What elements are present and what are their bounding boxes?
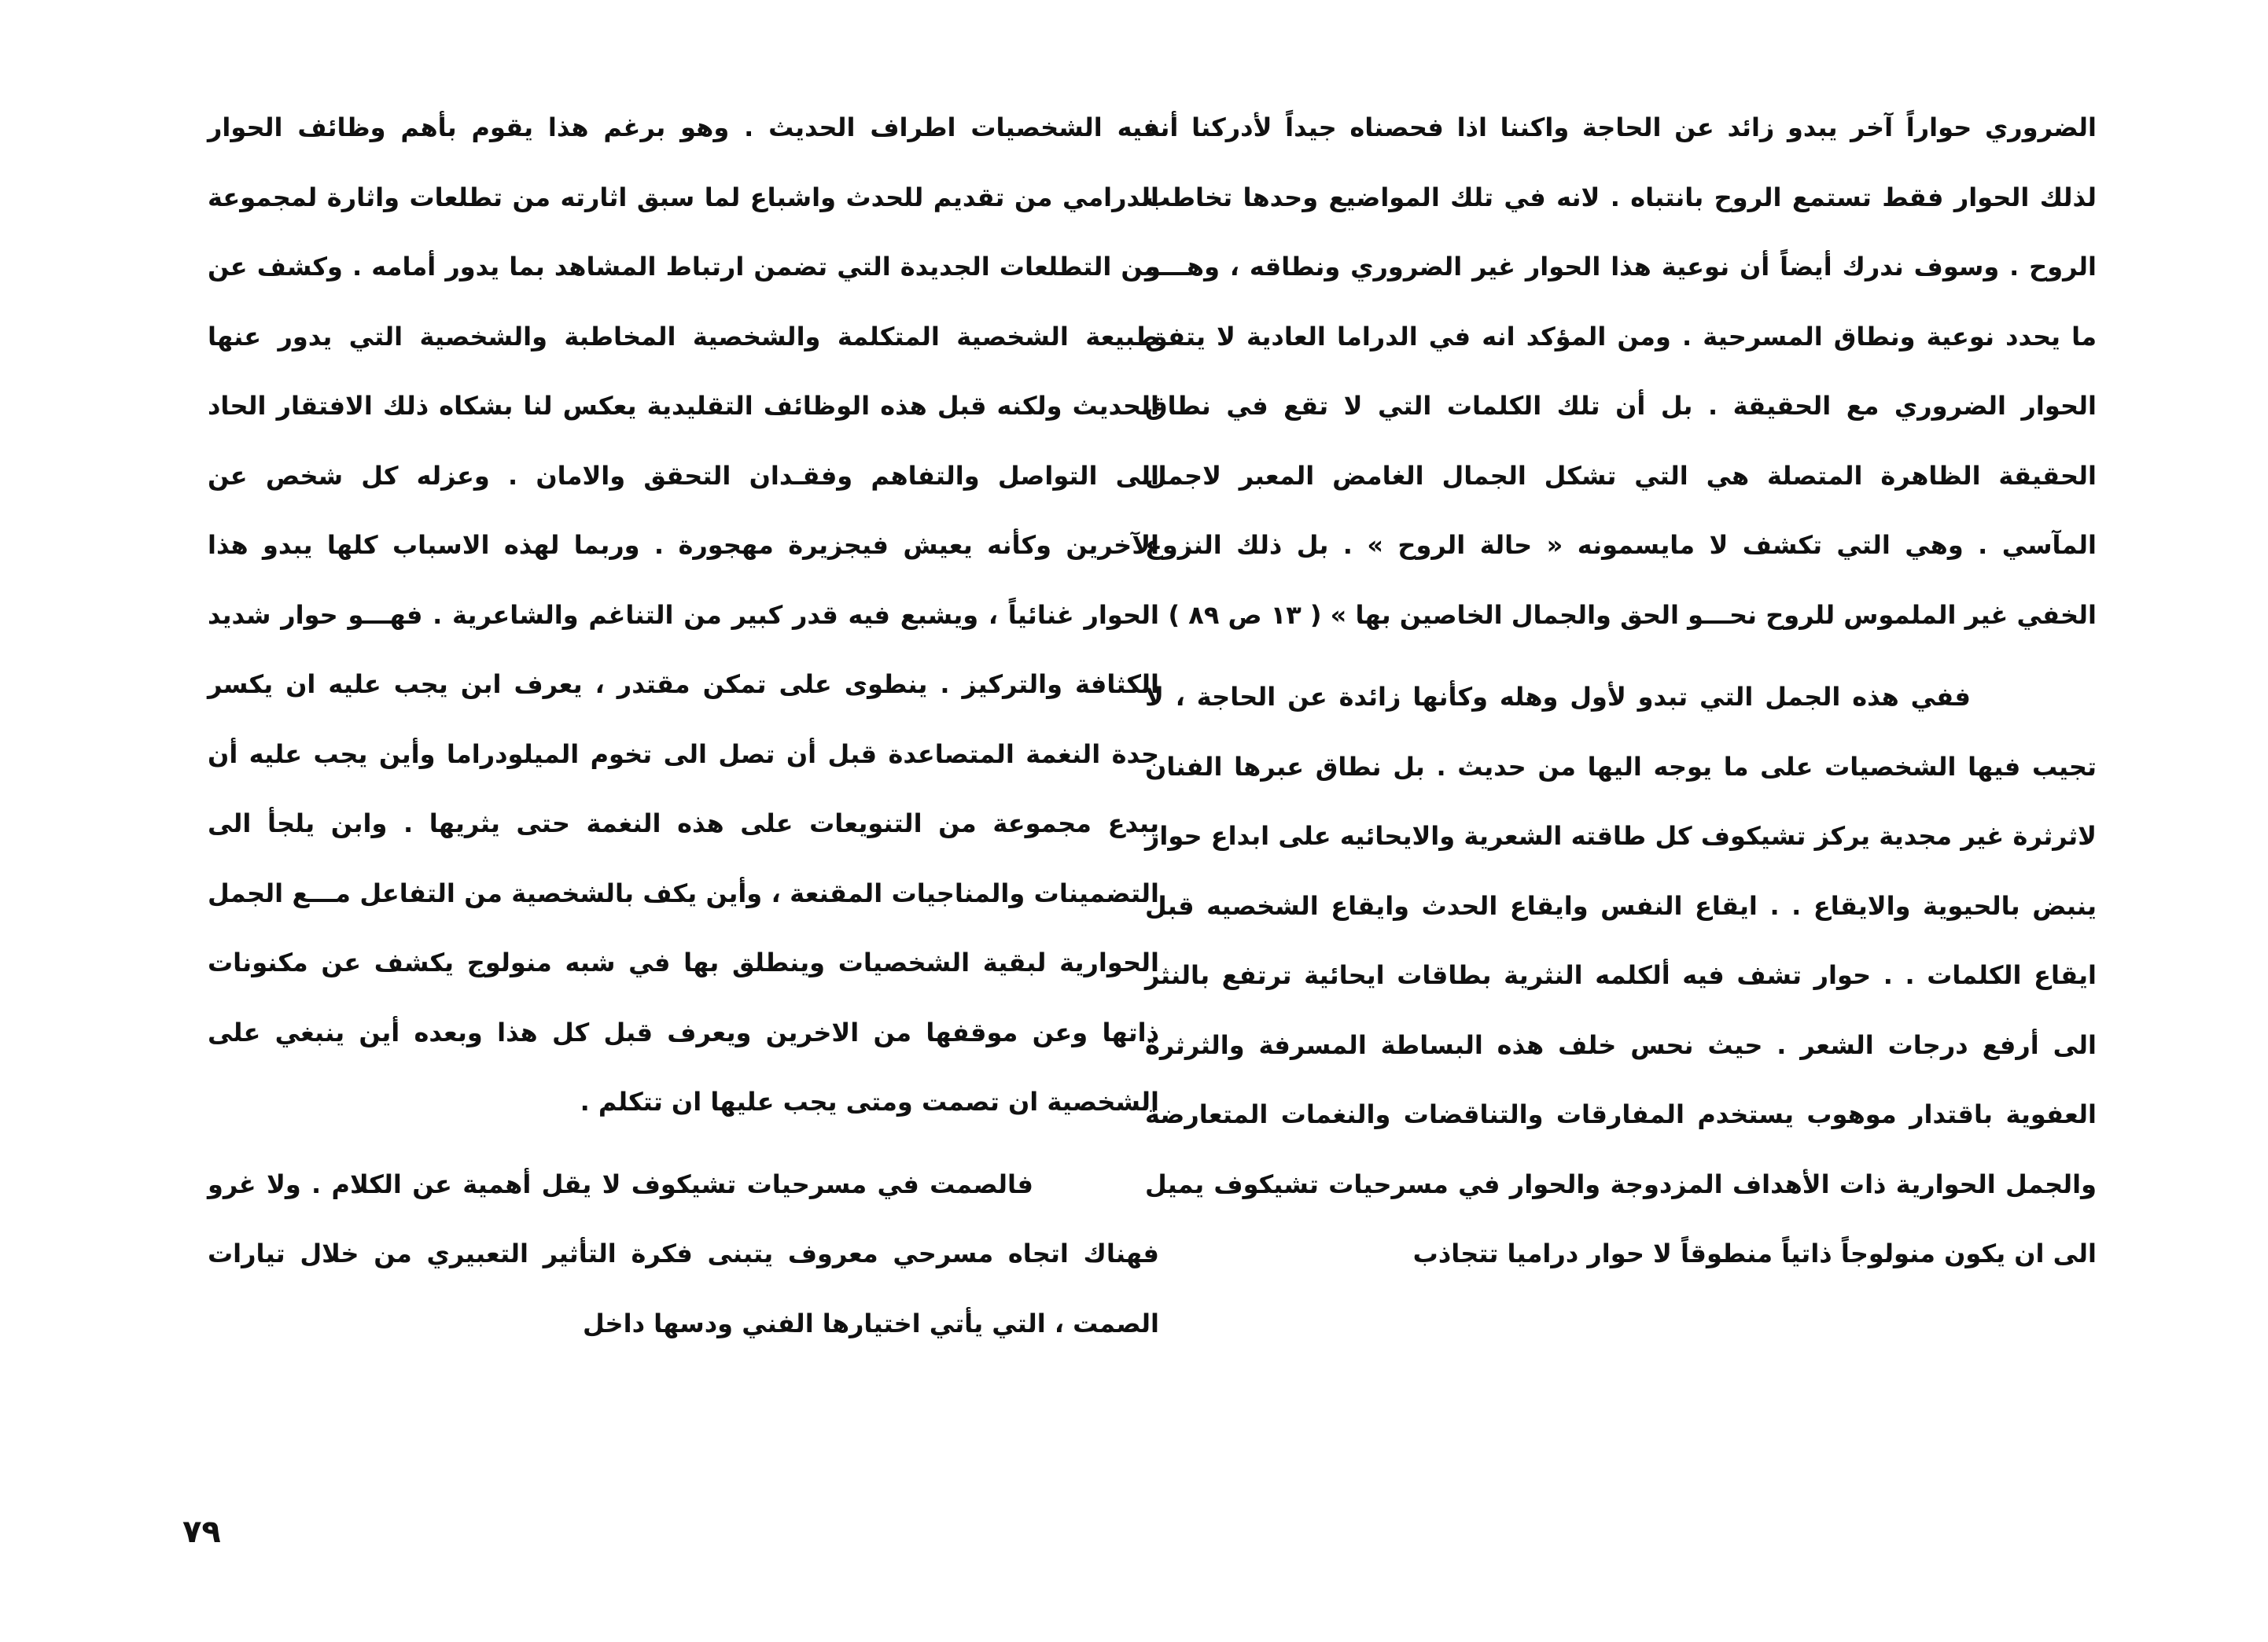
right-paragraph-1: الضروري حواراً آخر يبدو زائد عن الحاجة واكننا اذا فحصناه جيداً لأدركنا أنه لذلك الحوار فقط تستمع الروح بانتباه . لانه في تلك المواضيع وحدها تخاطب الروح . وسوف ندرك أيضاً أن نوعية هذا الحوار غير الضروري ونطاقه ، وهـــو ما يحدد نوعية ونطاق المسرحية . ومن المؤكد انه في الدراما العادية لا يتفق الحوار الضروري مع الحقيقة . بل أن تلك الكلمات التي لا تقع في نطاق الحقيقة الظاهرة المتصلة هي التي تشكل الجمال الغامض المعبر لاجمل المآسي . وهي التي تكشف لا مايسمونه « حالة الروح » . بل ذلك النزوع الخفي غير الملموس للروح نحـــو الحق والجمال الخاصين بها » ( ١٣ ص ٨٩ ) . xyxy=(1145,112,2097,630)
left-paragraph-1: فيه الشخصيات اطراف الحديث . وهو برغم هذا يقوم بأهم وظائف الحوار الدرامي من تقديم للحدث واشباع لما سبق اثارته من تطلعات واثارة لمجموعة من التطلعات الجديدة التي تضمن ارتباط المشاهد بما يدور أمامه . وكشف عن طبيعة الشخصية المتكلمة والشخصية المخاطبة والشخصية التي يدور عنها الحديث ولكنه قبل هذه الوظائف التقليدية يعكس لنا بشكاه ذلك الافتقار الحاد الى التواصل والتفاهم وفقـدان التحقق والامان . وعزله كل شخص عن الآخرين وكأنه يعيش فيجزيرة مهجورة . وربما لهذه الاسباب كلها يبدو هذا الحوار غنائياً ، ويشبع فيه قدر كبير من التناغم والشاعرية . فهـــو حوار شديد الكثافة والتركيز . ينطوى على تمكن مقتدر ، يعرف ابن يجب عليه ان يكسر حدة النغمة المتصاعدة قبل أن تصل الى تخوم الميلودراما وأين يجب عليه أن يبدع مجموعة من التنويعات على هذه النغمة حتى يثريها . وابن يلجأ الى التضمينات والمناجيات المقنعة ، وأين يكف بالشخصية من التفاعل مـــع الجمل الحوارية لبقية الشخصيات وينطلق بها في شبه منولوج يكشف عن مكنونات ذاتها وعن موقفها من الاخرين ويعرف قبل كل هذا وبعده أين ينبغي على الشخصية ان تصمت ومتى يجب عليها ان تتكلم . xyxy=(208,112,1159,1117)
left-paragraph-2: فالصمت في مسرحيات تشيكوف لا يقل أهمية عن الكلام . ولا غرو فهناك اتجاه مسرحي معروف يتبنى فكرة التأثير التعبيري من خلال تيارات الصمت ، التي يأتي اختيارها الفني ودسها داخل xyxy=(208,1169,1159,1338)
left-page-text xyxy=(208,93,1159,1358)
right-paragraph-2: ففي هذه الجمل التي تبدو لأول وهله وكأنها زائدة عن الحاجة ، لا تجيب فيها الشخصيات على ما يوجه اليها من حديث . بل نطاق عبرها الفنان لاثرثرة غير مجدية يركز تشيكوف كل طاقته الشعرية والايحائيه على ابداع حوار ينبض بالحيوية والايقاع . . ايقاع النفس وايقاع الحدث وايقاع الشخصيه قبل ايقاع الكلمات . . حوار تشف فيه ألكلمه النثرية بطاقات ايحائية ترتفع بالنثر الى أرفع درجات الشعر . حيث نحس خلف هذه البساطة المسرفة والثرثرة العفوية باقتدار موهوب يستخدم المفارقات والتناقضات والنغمات المتعارضة والجمل الحوارية ذات الأهداف المزدوجة والحوار في مسرحيات تشيكوف يميل الى ان يكون منولوجاً ذاتياً منطوقاً لا حوار دراميا تتجاذب xyxy=(1145,682,2097,1268)
page-number: ٧٩ xyxy=(182,1514,221,1550)
right-page-text xyxy=(1145,93,2097,1289)
